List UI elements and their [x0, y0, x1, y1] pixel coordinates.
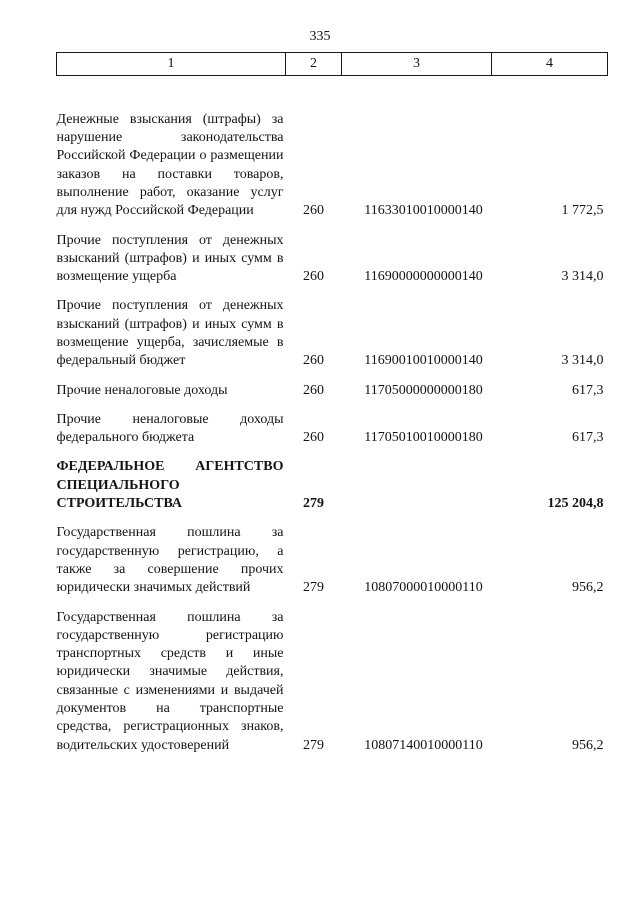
header-col-3: 3 [342, 53, 492, 76]
row-name: Прочие поступления от денежных взысканий (штрафов) и иных сумм в возмещение ущерба, зачисляемые в федеральный бюджет [56, 298, 284, 369]
table-row [57, 400, 608, 448]
table-row [57, 598, 608, 755]
row-admin-code: 279 [303, 496, 324, 512]
row-admin-code: 279 [303, 580, 324, 596]
row-amount: 1 772,5 [561, 203, 604, 219]
table-row [57, 76, 608, 221]
row-name: ФЕДЕРАЛЬНОЕ АГЕНТСТВО СПЕЦИАЛЬНОГО СТРОИТЕЛЬСТВА [56, 459, 284, 512]
row-admin-code: 260 [303, 382, 324, 398]
table-row [57, 221, 608, 287]
row-admin-code: 260 [303, 430, 324, 446]
row-budget-code: 11705000000000180 [364, 382, 483, 398]
row-name: Государственная пошлина за государственную регистрацию транспортных средств и иные юридически значимые действия, связанные с изменениями и выдачей документов на транспортные средства, регистрационных знаков, водительских удостоверений [56, 609, 284, 753]
row-budget-code: 11705010010000180 [364, 430, 483, 446]
row-amount: 956,2 [572, 580, 604, 596]
table-row [57, 286, 608, 370]
row-admin-code: 260 [303, 353, 324, 369]
row-amount: 3 314,0 [561, 353, 604, 369]
row-budget-code [342, 447, 492, 513]
row-budget-code: 10807000010000110 [364, 580, 483, 596]
row-name: Прочие неналоговые доходы [56, 382, 228, 398]
table-body [57, 76, 608, 755]
row-name: Прочие неналоговые доходы федерального бюджета [56, 411, 284, 446]
row-amount: 956,2 [572, 737, 604, 753]
row-admin-code: 260 [303, 203, 324, 219]
row-budget-code: 11690000000000140 [364, 269, 483, 285]
table-row [57, 371, 608, 400]
table-header [57, 53, 608, 76]
page-number: 335 [309, 29, 331, 44]
row-admin-code: 260 [303, 269, 324, 285]
row-budget-code: 11633010010000140 [364, 203, 483, 219]
row-name: Прочие поступления от денежных взысканий (штрафов) и иных сумм в возмещение ущерба [56, 232, 284, 285]
table-row [57, 513, 608, 597]
header-col-4: 4 [492, 53, 608, 76]
row-amount: 617,3 [572, 382, 604, 398]
row-admin-code: 279 [303, 737, 324, 753]
header-col-1: 1 [57, 53, 286, 76]
row-budget-code: 10807140010000110 [364, 737, 483, 753]
table-row-agency [57, 447, 608, 513]
row-name: Государственная пошлина за государственную регистрацию, а также за совершение прочих юридически значимых действий [56, 525, 284, 596]
row-budget-code: 11690010010000140 [364, 353, 483, 369]
row-amount: 125 204,8 [547, 496, 604, 512]
row-name: Денежные взыскания (штрафы) за нарушение законодательства Российской Федерации о размещении заказов на поставки товаров, выполнение работ, оказание услуг для нужд Российской Федерации [56, 111, 284, 219]
row-amount: 3 314,0 [561, 269, 604, 285]
budget-table [56, 52, 608, 755]
row-amount: 617,3 [572, 430, 604, 446]
header-col-2: 2 [286, 53, 342, 76]
